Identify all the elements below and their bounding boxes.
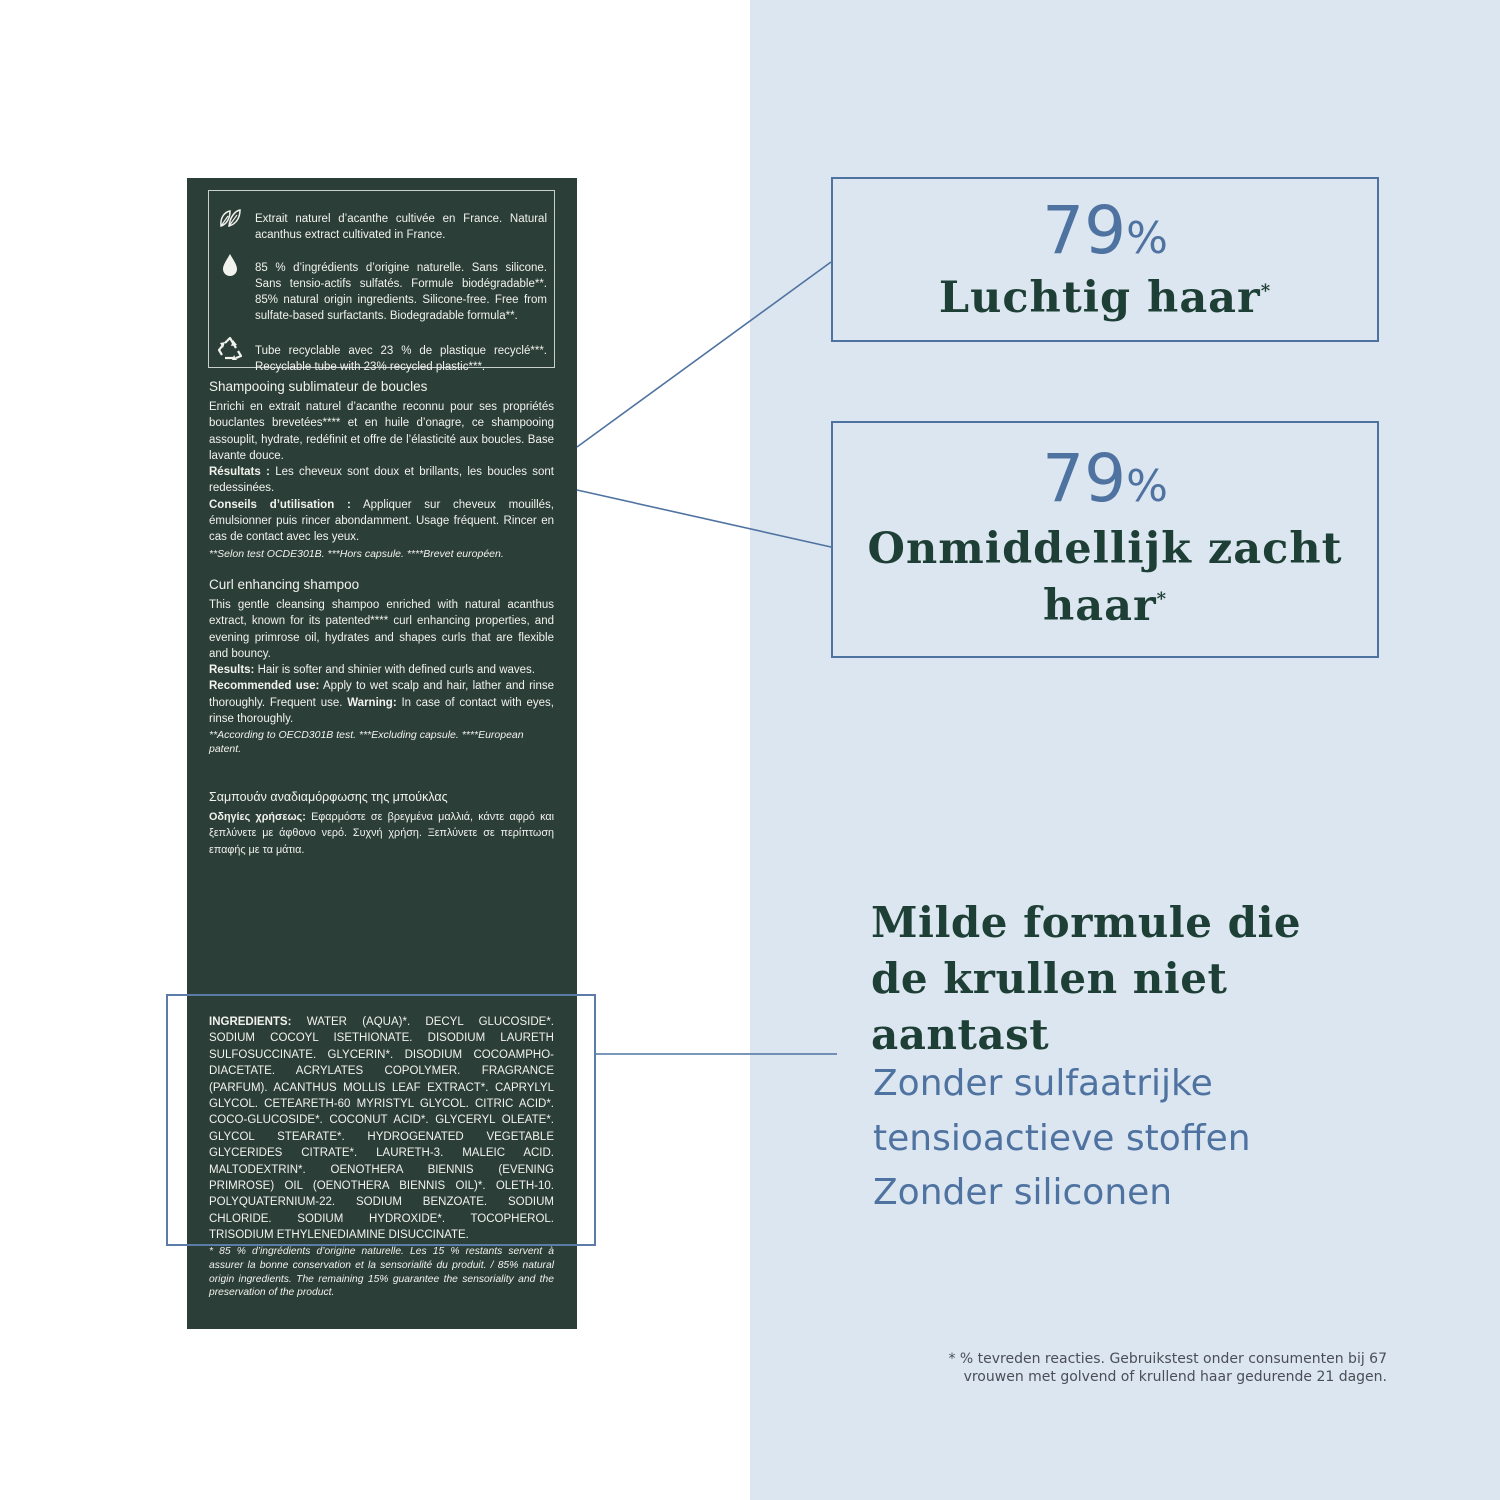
headline-line3: aantast [871,1010,1050,1059]
stat-label [833,270,1377,327]
stat-number: 79 [1042,192,1127,269]
headline-line2: de krullen niet [871,954,1228,1003]
label-results-label-fr: Résultats : [209,466,270,479]
ingredients-note: * 85 % d’ingrédients d’origine naturelle. Les 15 % restants servent à assurer la bonne conservation et la sensorialité du produit. / 85% natural origin ingredients. The remaining 15% guarantee the sensoriality and the preservation of the product. [209,1246,554,1299]
stat-number: 79 [1042,440,1127,517]
feature-silicone-free: Zonder siliconen [873,1172,1173,1213]
leaf-icon [217,205,243,231]
footnote-line2: vrouwen met golvend of krullend haar gedurende 21 dagen. [963,1369,1387,1385]
label-note-fr: **Selon test OCDE301B. ***Hors capsule. ****Brevet européen. [209,547,504,560]
label-section-el [209,788,554,858]
drop-icon [217,252,243,278]
ingredients-highlight-frame [166,994,596,1246]
label-section-en [209,576,554,756]
label-title-en: Curl enhancing shampoo [209,577,360,592]
headline-line1: Milde formule die [871,898,1302,947]
label-results-fr: Les cheveux sont doux et brillants, les boucles sont redessinées. [209,466,554,495]
label-results-label-en: Results: [209,664,255,677]
label-use-label-fr: Conseils d’utilisation : [209,498,351,511]
stat-label-line2 [833,578,1377,635]
feature-sulfate-free-line2: tensioactieve stoffen [873,1118,1251,1159]
stat-label-text: haar [1042,581,1157,631]
headline [871,895,1371,1063]
claims-box [208,190,555,373]
stat-box-airy-hair [831,177,1379,342]
label-title-el: Σαμπουάν αναδιαμόρφωσης της μπούκλας [209,790,448,804]
stat-box-soft-hair [831,421,1379,658]
ingredients-text: WATER (AQUA)*. DECYL GLUCOSIDE*. SODIUM COCOYL ISETHIONATE. DISODIUM LAURETH SULFOSUCCINATE. GLYCERIN*. DISODIUM COCOAMPHO-DIACETATE. ACRYLATES COPOLYMER. FRAGRANCE (PARFUM). ACANTHUS MOLLIS LEAF EXTRACT*. CAPRYLYL GLYCOL. CETEARETH-60 MYRISTYL GLYCOL. CITRIC ACID*. COCO-GLUCOSIDE*. COCONUT ACID*. GLYCERYL OLEATE*. GLYCOL STEARATE*. HYDROGENATED VEGETABLE GLYCERIDES CITRATE*. LAURETH-3. MALEIC ACID. MALTODEXTRIN*. OENOTHERA BIENNIS (EVENING PRIMROSE) OIL (OENOTHERA BIENNIS OIL)*. OLETH-10. POLYQUATERNIUM-22. SODIUM BENZOATE. SODIUM CHLORIDE. SODIUM HYDROXIDE*. TOCOPHEROL. TRISODIUM ETHYLENEDIAMINE DISUCCINATE. [209,1016,555,1242]
stat-value [833,192,1377,275]
stat-label-text: Luchtig haar [938,273,1261,323]
stat-unit: % [1126,461,1168,512]
label-use-label-el: Οδηγίες χρήσεως: [209,811,306,823]
label-warning-en: In case of contact with eyes, rinse thoroughly. [209,696,554,726]
label-use-el: Εφαρμόστε σε βρεγμένα μαλλιά, κάντε αφρό και ξεπλύνετε με άφθονο νερό. Συχνή χρήση. Ξεπλύνετε σε περίπτωση επαφής με τα μάτια. [209,811,555,856]
label-title-fr: Shampooing sublimateur de boucles [209,379,428,394]
label-section-fr [209,378,554,561]
ingredients-label: INGREDIENTS: [209,1016,292,1028]
label-warning-label-en: Warning: [347,696,397,709]
label-use-label-en: Recommended use: [209,680,320,693]
stat-label-line1: Onmiddellijk zacht [867,524,1343,574]
label-note-en: **According to OECD301B test. ***Excluding capsule. ****European patent. [209,729,524,756]
stat-footnote-mark: * [1260,280,1272,302]
label-results-en: Hair is softer and shinier with defined curls and waves. [257,664,535,677]
claim-text: Tube recyclable avec 23 % de plastique recyclé***. Recyclable tube with 23% recycled plastic***. [255,344,547,373]
label-use-en: Apply to wet scalp and hair, lather and rinse thoroughly. Frequent use. [209,680,555,709]
claim-text: 85 % d’ingrédients d’origine naturelle. Sans silicone. Sans tensio-actifs sulfatés. Formule biodégradable**. 85% natural origin ingredients. Silicone-free. Free from sulfate-based surfactants. Biodegradable formula**. [255,261,547,323]
stat-value [833,440,1377,523]
stat-unit: % [1126,213,1168,264]
label-use-fr: Appliquer sur cheveux mouillés, émulsionner puis rincer abondamment. Usage fréquent. Rincer en cas de contact avec les yeux. [209,498,555,544]
recycle-icon [217,336,243,362]
claim-text: Extrait naturel d’acanthe cultivée en France. Natural acanthus extract cultivated in France. [255,212,547,241]
footnote-line1: * % tevreden reacties. Gebruikstest onder consumenten bij 67 [948,1351,1387,1367]
footnote [880,1350,1387,1386]
label-body-fr: Enrichi en extrait naturel d’acanthe reconnu pour ses propriétés bouclantes brevetées**** et en huile d’onagre, ce shampooing assouplit, hydrate, redéfinit et offre de l’élasticité aux boucles. Base lavante douce. [209,401,554,462]
stat-footnote-mark: * [1156,588,1168,610]
feature-sulfate-free-line1: Zonder sulfaatrijke [873,1063,1213,1104]
label-body-en: This gentle cleansing shampoo enriched with natural acanthus extract, known for its patented**** curl enhancing properties, and evening primrose oil, hydrates and shapes curls that are flexible and bouncy. [209,599,554,660]
